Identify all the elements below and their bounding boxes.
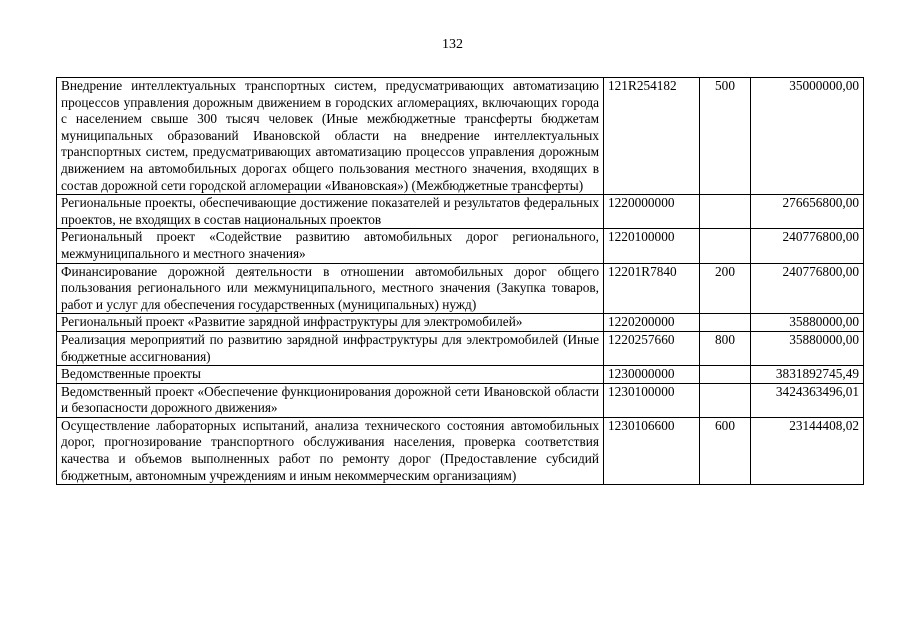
row-amount: 3831892745,49 [751, 366, 864, 384]
row-expense-type [700, 195, 751, 229]
row-name: Реализация мероприятий по развитию зарядной инфраструктуры для электромобилей (Иные бюджетные ассигнования) [57, 331, 604, 365]
row-amount: 23144408,02 [751, 417, 864, 484]
row-expense-type: 800 [700, 331, 751, 365]
row-expense-type: 200 [700, 263, 751, 314]
row-amount: 35880000,00 [751, 314, 864, 332]
row-name: Ведомственные проекты [57, 366, 604, 384]
row-amount: 35000000,00 [751, 78, 864, 195]
row-expense-type [700, 383, 751, 417]
row-code: 1220000000 [604, 195, 700, 229]
row-code: 1230000000 [604, 366, 700, 384]
table-row [57, 195, 864, 229]
row-name: Региональный проект «Содействие развитию автомобильных дорог регионального, межмуниципального и местного значения» [57, 229, 604, 263]
row-name: Ведомственный проект «Обеспечение функционирования дорожной сети Ивановской области и безопасности дорожного движения» [57, 383, 604, 417]
table-row [57, 383, 864, 417]
table-row [57, 314, 864, 332]
row-name: Осуществление лабораторных испытаний, анализа технического состояния автомобильных дорог, прогнозирование транспортного обслуживания населения, проверка соответствия качества и объемов выполненных работ по ремонту дорог (Предоставление субсидий бюджетным, автономным учреждениям и иным некоммерческим организациям) [57, 417, 604, 484]
row-amount: 276656800,00 [751, 195, 864, 229]
row-amount: 3424363496,01 [751, 383, 864, 417]
page-number: 132 [442, 37, 463, 52]
table-row [57, 229, 864, 263]
table-row [57, 331, 864, 365]
row-code: 121R254182 [604, 78, 700, 195]
row-expense-type: 600 [700, 417, 751, 484]
row-amount: 35880000,00 [751, 331, 864, 365]
row-expense-type: 500 [700, 78, 751, 195]
row-expense-type [700, 314, 751, 332]
row-name: Региональные проекты, обеспечивающие достижение показателей и результатов федеральных проектов, не входящих в состав национальных проектов [57, 195, 604, 229]
table-row [57, 263, 864, 314]
row-name: Региональный проект «Развитие зарядной инфраструктуры для электромобилей» [57, 314, 604, 332]
row-name: Внедрение интеллектуальных транспортных систем, предусматривающих автоматизацию процессов управления дорожным движением в городских агломерациях, включающих города с населением свыше 300 тысяч человек (Иные межбюджетные трансферты бюджетам муниципальных образований Ивановской области на внедрение интеллектуальных транспортных систем, предусматривающих автоматизацию процессов управления дорожным движением на автомобильных дорогах общего пользования местного значения, входящих в состав дорожной сети городской агломерации «Ивановская») (Межбюджетные трансферты) [57, 78, 604, 195]
budget-table [56, 77, 864, 485]
row-code: 1230100000 [604, 383, 700, 417]
row-expense-type [700, 229, 751, 263]
row-code: 1230106600 [604, 417, 700, 484]
table-row [57, 417, 864, 484]
row-code: 1220100000 [604, 229, 700, 263]
row-code: 1220200000 [604, 314, 700, 332]
row-amount: 240776800,00 [751, 229, 864, 263]
table-row [57, 78, 864, 195]
row-code: 12201R7840 [604, 263, 700, 314]
table-row [57, 366, 864, 384]
row-name: Финансирование дорожной деятельности в отношении автомобильных дорог общего пользования регионального или межмуниципального, местного значения (Закупка товаров, работ и услуг для обеспечения государственных (муниципальных) нужд) [57, 263, 604, 314]
row-code: 1220257660 [604, 331, 700, 365]
row-amount: 240776800,00 [751, 263, 864, 314]
row-expense-type [700, 366, 751, 384]
